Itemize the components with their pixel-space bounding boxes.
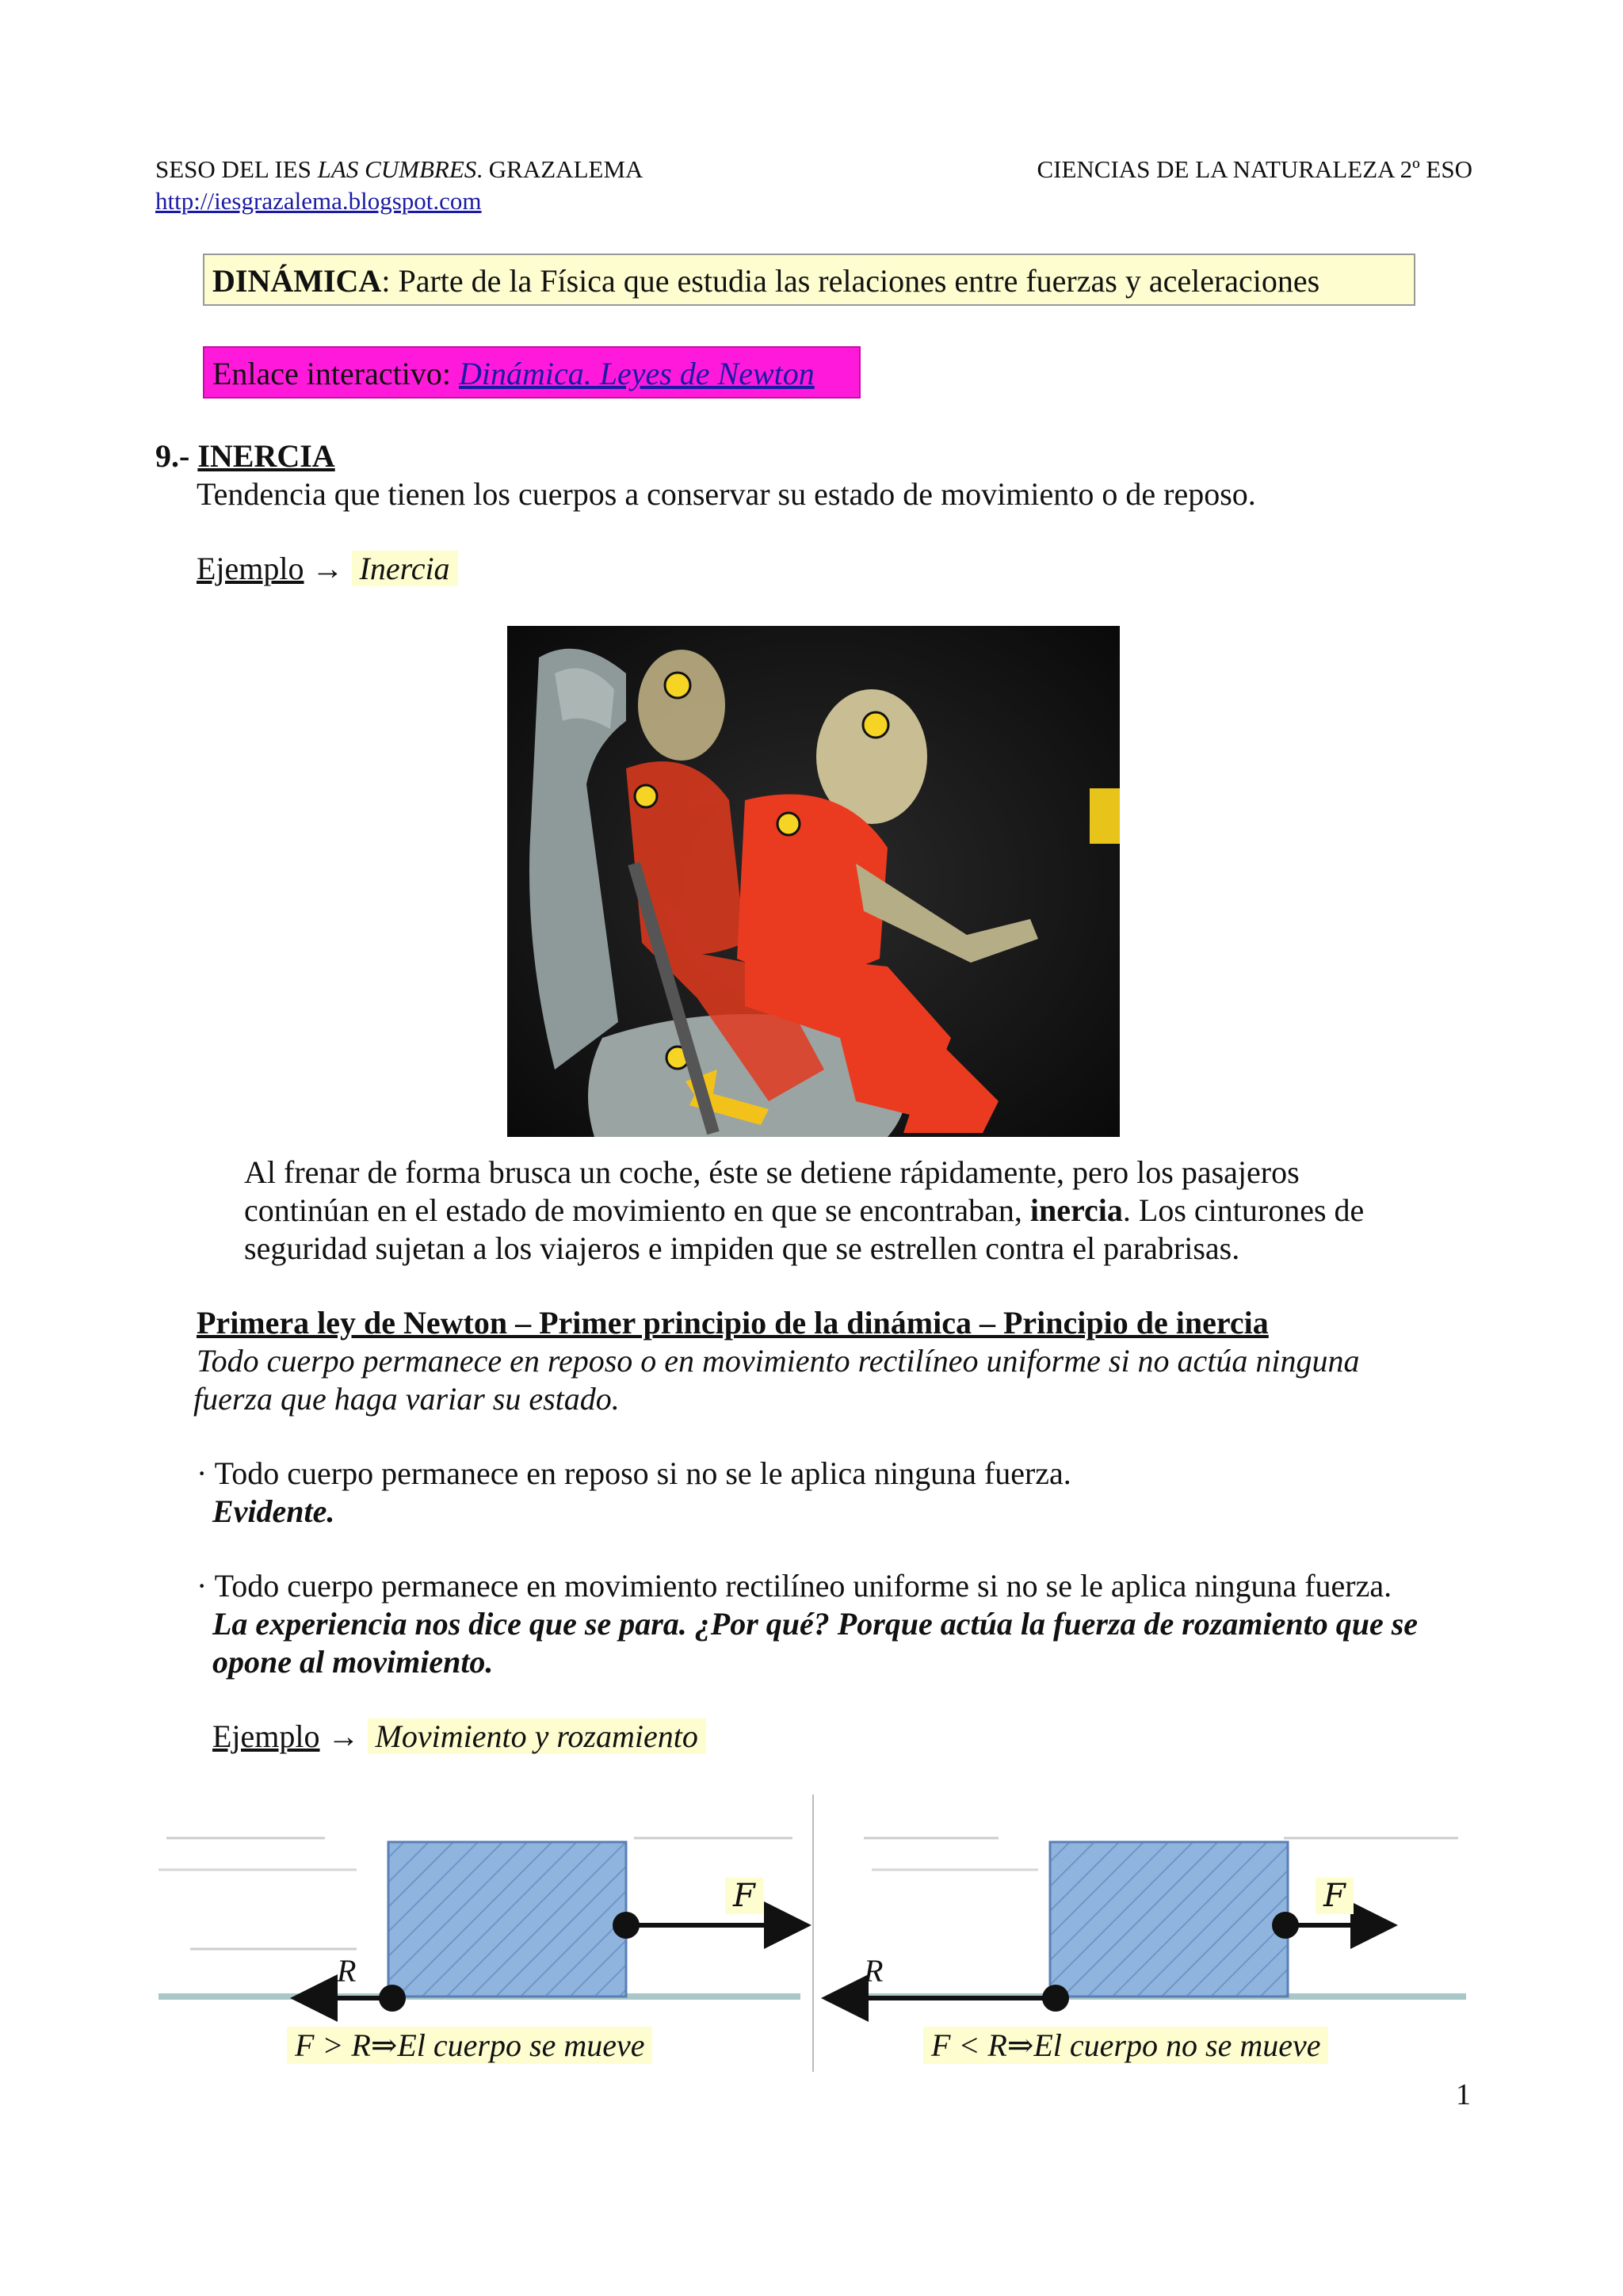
caption-moving: F > R⇒El cuerpo se mueve [287,2027,652,2064]
bullet-rest-note: Evidente. [212,1493,335,1529]
diagram-divider [812,1794,814,2072]
newton-law-statement-line1: Todo cuerpo permanece en reposo o en movimiento rectilíneo uniforme si no actúa ninguna [197,1343,1360,1379]
label-force-right: F [1316,1878,1354,1914]
header-url-link[interactable]: http://iesgrazalema.blogspot.com [155,187,482,215]
example-label[interactable]: Ejemplo [197,551,304,586]
label-force-left: F [725,1878,763,1914]
crash-test-photo [507,626,1120,1137]
example-inercia: Ejemplo → Inercia [197,550,458,587]
section-title: 9.- INERCIA [155,438,335,474]
section-definition: Tendencia que tienen los cuerpos a conservar su estado de movimiento o de reposo. [197,476,1256,512]
definition-text: : Parte de la Física que estudia las relaciones entre fuerzas y aceleraciones [381,263,1320,299]
definition-term: DINÁMICA [212,263,382,299]
interactive-link-box [203,346,861,399]
block-right [1050,1842,1288,1997]
bullet-rest: · Todo cuerpo permanece en reposo si no se le aplica ninguna fuerza. [197,1455,1071,1491]
caption-not-moving: F < R⇒El cuerpo no se mueve [923,2027,1328,2064]
photo-caption-line1: Al frenar de forma brusca un coche, éste se detiene rápidamente, pero los pasajeros [244,1154,1300,1190]
example-label-2[interactable]: Ejemplo [212,1718,320,1754]
definition-box [203,254,1415,306]
block-left [388,1842,626,1997]
newton-law-statement-line2: fuerza que haga variar su estado. [193,1381,620,1417]
bullet-motion-note-line1: La experiencia nos dice que se para. ¿Por qué? Porque actúa la fuerza de rozamiento que se [212,1606,1419,1642]
photo-caption-line3: seguridad sujetan a los viajeros e impiden que se estrellen contra el parabrisas. [244,1230,1240,1266]
label-friction-right: R [864,1953,884,1989]
bullet-motion: · Todo cuerpo permanece en movimiento rectilíneo uniforme si no se le aplica ninguna fuerza. [197,1568,1392,1604]
newton-law-heading: Primera ley de Newton – Primer principio de la dinámica – Principio de inercia [197,1305,1269,1341]
label-friction-left: R [337,1953,357,1989]
photo-caption-line2: continúan en el estado de movimiento en que se encontraban, inercia. Los cinturones de [244,1192,1365,1228]
example-tag-inercia[interactable]: Inercia [352,551,458,586]
interactive-link-label: Enlace interactivo: [212,356,459,391]
diagram-moving [158,1838,800,2012]
header-subject: CIENCIAS DE LA NATURALEZA 2º ESO [1037,155,1472,183]
bullet-motion-note-line2: opone al movimiento. [212,1644,494,1680]
header-school: SESO DEL IES LAS CUMBRES. GRAZALEMA [155,155,643,183]
interactive-link[interactable]: Dinámica. Leyes de Newton [458,356,815,391]
page-number: 1 [1456,2078,1471,2111]
diagram-not-moving [840,1838,1466,2012]
example-friction: Ejemplo → Movimiento y rozamiento [212,1718,706,1755]
example-tag-friction[interactable]: Movimiento y rozamiento [368,1718,706,1754]
crash-test-illustration [507,626,1120,1137]
